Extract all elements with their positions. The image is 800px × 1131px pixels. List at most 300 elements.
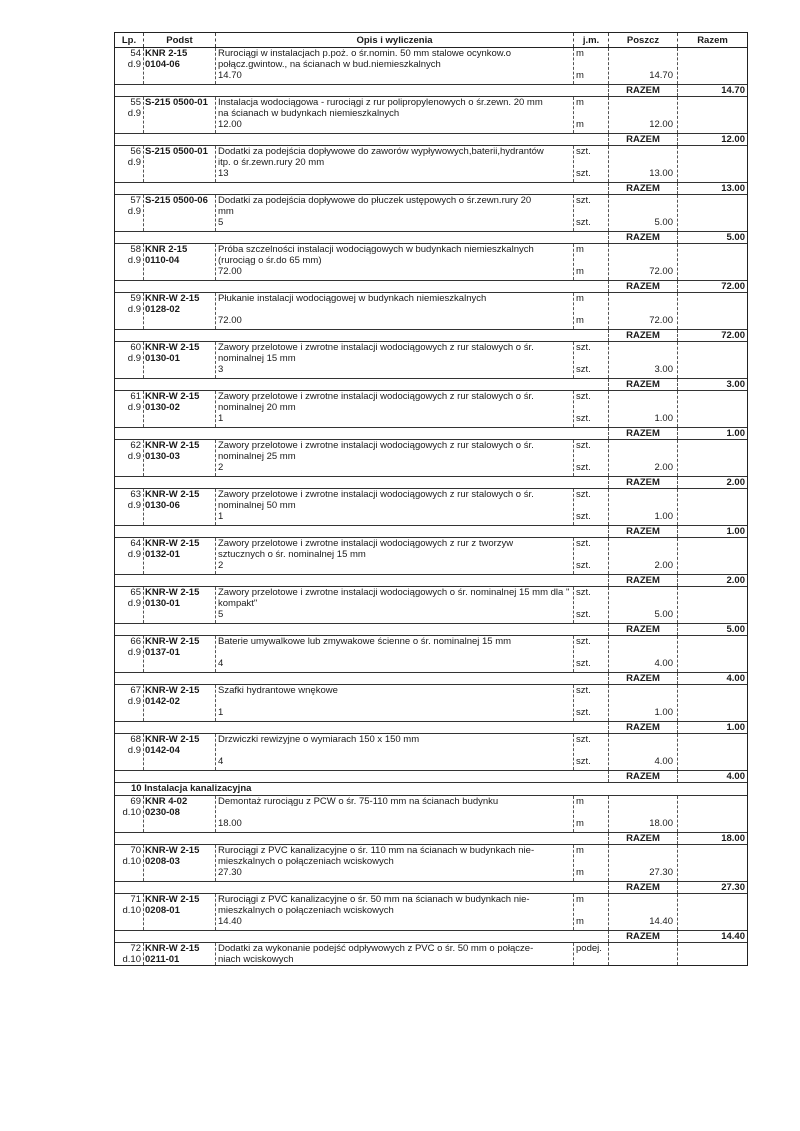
jm-unit-calc: szt. — [576, 462, 591, 473]
lp-dzial: d.10 — [122, 807, 141, 818]
razem-value: 1.00 — [726, 428, 745, 439]
lp-dzial: d.9 — [127, 549, 141, 560]
table-row — [115, 685, 747, 734]
razem-value: 72.00 — [721, 281, 745, 292]
opis-line-1: Płukanie instalacji wodociągowej w budynkach niemieszkalnych — [218, 293, 487, 304]
jm-unit-calc: szt. — [576, 168, 591, 179]
poszcz-cell — [609, 734, 678, 770]
opis-line-1: Rurociągi w instalacjach p.poż. o śr.nomin. 50 mm stalowe ocynkow.o — [218, 48, 512, 59]
podst-position: 0110-04 — [145, 255, 180, 266]
jm-unit-calc: m — [576, 867, 584, 878]
opis-cell — [216, 440, 574, 476]
podst-position: 0104-06 — [145, 59, 180, 70]
opis-line-2 — [218, 745, 573, 756]
table-row — [115, 587, 747, 636]
header-lp: Lp. — [115, 33, 144, 47]
table-row — [115, 146, 747, 195]
lp-number: 65 — [130, 587, 141, 598]
opis-calc: 72.00 — [218, 266, 242, 277]
jm-unit: m — [576, 293, 584, 304]
jm-cell — [574, 146, 609, 182]
razem-row — [115, 427, 747, 439]
jm-cell — [574, 489, 609, 525]
lp-cell — [115, 489, 144, 525]
poszcz-cell — [609, 943, 678, 965]
podst-cell — [144, 97, 216, 133]
lp-cell — [115, 293, 144, 329]
razem-label: RAZEM — [609, 722, 678, 733]
opis-calc: 4 — [218, 658, 224, 669]
podst-catalog: KNR-W 2-15 — [145, 489, 200, 500]
razem-cell — [678, 685, 747, 721]
jm-unit: szt. — [576, 195, 591, 206]
razem-label: RAZEM — [609, 575, 678, 586]
opis-calc: 27.30 — [218, 867, 242, 878]
opis-line-1: Demontaż rurociągu z PCW o śr. 75-110 mm na ścianach budynku — [218, 796, 499, 807]
podst-catalog: KNR-W 2-15 — [145, 391, 200, 402]
poszcz-cell — [609, 48, 678, 84]
jm-cell — [574, 391, 609, 427]
razem-cell — [678, 146, 747, 182]
opis-line-2: itp. o śr.zewn.rury 20 mm — [218, 157, 325, 168]
podst-cell — [144, 440, 216, 476]
razem-row — [115, 182, 747, 194]
razem-value: 3.00 — [726, 379, 745, 390]
opis-line-1: Rurociągi z PVC kanalizacyjne o śr. 50 mm na ścianach w budynkach nie- — [218, 894, 530, 905]
razem-value: 14.40 — [721, 931, 745, 942]
lp-dzial: d.9 — [127, 696, 141, 707]
podst-cell — [144, 538, 216, 574]
table-row — [115, 734, 747, 783]
poszcz-cell — [609, 195, 678, 231]
podst-position — [145, 108, 215, 119]
lp-cell — [115, 440, 144, 476]
podst-position: 0130-06 — [145, 500, 180, 511]
opis-line-1: Próba szczelności instalacji wodociągowych w budynkach niemieszkalnych — [218, 244, 534, 255]
podst-catalog: KNR-W 2-15 — [145, 894, 200, 905]
opis-line-2 — [218, 807, 573, 818]
lp-number: 54 — [130, 48, 141, 59]
lp-number: 69 — [130, 796, 141, 807]
podst-position — [145, 206, 215, 217]
jm-cell — [574, 943, 609, 965]
lp-cell — [115, 734, 144, 770]
razem-cell — [678, 391, 747, 427]
lp-cell — [115, 943, 144, 965]
poszcz-cell — [609, 587, 678, 623]
opis-line-2: niach wciskowych — [218, 954, 294, 965]
podst-cell — [144, 845, 216, 881]
opis-cell — [216, 391, 574, 427]
razem-cell — [678, 796, 747, 832]
lp-dzial: d.9 — [127, 255, 141, 266]
razem-label: RAZEM — [609, 183, 678, 194]
podst-position: 0142-04 — [145, 745, 180, 756]
poszcz-value: 4.00 — [654, 658, 673, 669]
header-razem: Razem — [697, 34, 728, 46]
jm-unit-calc: szt. — [576, 217, 591, 228]
opis-calc: 2 — [218, 560, 224, 571]
opis-line-2: nominalnej 15 mm — [218, 353, 296, 364]
poszcz-value: 14.70 — [649, 70, 673, 81]
lp-number: 64 — [130, 538, 141, 549]
poszcz-cell — [609, 489, 678, 525]
poszcz-cell — [609, 342, 678, 378]
jm-unit-calc: szt. — [576, 511, 591, 522]
poszcz-value: 72.00 — [649, 315, 673, 326]
razem-label: RAZEM — [609, 134, 678, 145]
poszcz-cell — [609, 636, 678, 672]
table-row — [115, 48, 747, 97]
opis-cell — [216, 894, 574, 930]
lp-cell — [115, 48, 144, 84]
opis-line-2: nominalnej 50 mm — [218, 500, 296, 511]
razem-label: RAZEM — [609, 526, 678, 537]
razem-value: 27.30 — [721, 882, 745, 893]
jm-cell — [574, 440, 609, 476]
opis-line-1: Zawory przelotowe i zwrotne instalacji wodociągowych z rur stalowych o śr. — [218, 440, 534, 451]
razem-label: RAZEM — [609, 882, 678, 893]
jm-unit-calc: m — [576, 818, 584, 829]
opis-line-2: (rurociąg o śr.do 65 mm) — [218, 255, 322, 266]
lp-number: 71 — [130, 894, 141, 905]
jm-unit: szt. — [576, 636, 591, 647]
header-podst: Podst — [144, 33, 216, 47]
podst-cell — [144, 293, 216, 329]
jm-unit: szt. — [576, 440, 591, 451]
razem-label: RAZEM — [609, 833, 678, 844]
razem-cell — [678, 440, 747, 476]
opis-calc: 14.40 — [218, 916, 242, 927]
opis-cell — [216, 489, 574, 525]
jm-unit: podej. — [576, 943, 602, 954]
podst-catalog: KNR-W 2-15 — [145, 845, 200, 856]
table-row — [115, 636, 747, 685]
jm-unit-calc: szt. — [576, 756, 591, 767]
jm-unit: m — [576, 97, 584, 108]
razem-cell — [678, 97, 747, 133]
opis-line-2: kompakt" — [218, 598, 258, 609]
jm-unit: szt. — [576, 391, 591, 402]
podst-position: 0208-01 — [145, 905, 180, 916]
podst-cell — [144, 685, 216, 721]
lp-cell — [115, 587, 144, 623]
razem-cell — [678, 845, 747, 881]
lp-number: 68 — [130, 734, 141, 745]
jm-cell — [574, 538, 609, 574]
razem-row — [115, 623, 747, 635]
razem-cell — [678, 943, 747, 965]
razem-row — [115, 329, 747, 341]
table-body — [115, 48, 747, 965]
razem-value: 13.00 — [721, 183, 745, 194]
jm-unit-calc: szt. — [576, 707, 591, 718]
opis-calc: 1 — [218, 413, 224, 424]
poszcz-cell — [609, 97, 678, 133]
opis-cell — [216, 48, 574, 84]
lp-cell — [115, 845, 144, 881]
opis-line-2: połącz.gwintow., na ścianach w bud.niemieszkalnych — [218, 59, 441, 70]
poszcz-cell — [609, 538, 678, 574]
podst-catalog: KNR-W 2-15 — [145, 538, 200, 549]
lp-dzial: d.9 — [127, 402, 141, 413]
jm-unit-calc: szt. — [576, 560, 591, 571]
lp-cell — [115, 636, 144, 672]
poszcz-value: 4.00 — [654, 756, 673, 767]
opis-calc: 1 — [218, 707, 224, 718]
razem-label: RAZEM — [609, 330, 678, 341]
podst-position: 0130-01 — [145, 598, 180, 609]
razem-cell — [678, 489, 747, 525]
opis-line-1: Zawory przelotowe i zwrotne instalacji wodociągowych z rur stalowych o śr. — [218, 489, 534, 500]
razem-row — [115, 721, 747, 733]
lp-dzial: d.10 — [122, 954, 141, 965]
poszcz-value: 72.00 — [649, 266, 673, 277]
poszcz-value: 3.00 — [654, 364, 673, 375]
podst-catalog: KNR 4-02 — [145, 796, 188, 807]
razem-value: 5.00 — [726, 232, 745, 243]
jm-unit-calc: m — [576, 70, 584, 81]
poszcz-cell — [609, 244, 678, 280]
jm-cell — [574, 244, 609, 280]
razem-label: RAZEM — [609, 281, 678, 292]
razem-row — [115, 378, 747, 390]
razem-value: 1.00 — [726, 526, 745, 537]
jm-unit: szt. — [576, 734, 591, 745]
opis-line-1: Zawory przelotowe i zwrotne instalacji wodociągowych z rur stalowych o śr. — [218, 342, 534, 353]
podst-position — [145, 157, 215, 168]
header-poszcz: Poszcz — [609, 33, 678, 47]
razem-row — [115, 574, 747, 586]
jm-unit: m — [576, 48, 584, 59]
jm-unit: m — [576, 796, 584, 807]
razem-cell — [678, 538, 747, 574]
poszcz-value: 2.00 — [654, 462, 673, 473]
poszcz-cell — [609, 391, 678, 427]
razem-row — [115, 525, 747, 537]
lp-number: 72 — [130, 943, 141, 954]
lp-number: 70 — [130, 845, 141, 856]
razem-label: RAZEM — [609, 379, 678, 390]
opis-line-2: mm — [218, 206, 234, 217]
table-header — [115, 32, 747, 48]
podst-cell — [144, 489, 216, 525]
podst-position: 0130-01 — [145, 353, 180, 364]
podst-position: 0211-01 — [145, 954, 180, 965]
razem-row — [115, 84, 747, 96]
razem-row — [115, 881, 747, 893]
opis-calc: 4 — [218, 756, 224, 767]
razem-value: 72.00 — [721, 330, 745, 341]
razem-cell — [678, 587, 747, 623]
razem-label: RAZEM — [609, 232, 678, 243]
table-row — [115, 796, 747, 845]
poszcz-cell — [609, 685, 678, 721]
opis-line-1: Baterie umywalkowe lub zmywakowe ścienne o śr. nominalnej 15 mm — [218, 636, 512, 647]
opis-line-2 — [218, 304, 573, 315]
opis-calc: 2 — [218, 462, 224, 473]
opis-line-1: Dodatki za podejścia dopływowe do zaworów wypływowych,baterii,hydrantów — [218, 146, 544, 157]
table-row — [115, 97, 747, 146]
lp-number: 66 — [130, 636, 141, 647]
lp-number: 67 — [130, 685, 141, 696]
podst-position: 0130-02 — [145, 402, 180, 413]
razem-cell — [678, 894, 747, 930]
opis-line-2 — [218, 696, 573, 707]
poszcz-value: 1.00 — [654, 413, 673, 424]
lp-cell — [115, 894, 144, 930]
lp-number: 61 — [130, 391, 141, 402]
podst-cell — [144, 195, 216, 231]
poszcz-value: 13.00 — [649, 168, 673, 179]
podst-catalog: S-215 0500-01 — [145, 146, 208, 157]
lp-dzial: d.9 — [127, 451, 141, 462]
jm-cell — [574, 97, 609, 133]
section-heading: 10 Instalacja kanalizacyjna — [115, 783, 747, 796]
lp-cell — [115, 195, 144, 231]
razem-value: 5.00 — [726, 624, 745, 635]
razem-row — [115, 280, 747, 292]
opis-calc: 72.00 — [218, 315, 242, 326]
poszcz-value: 1.00 — [654, 707, 673, 718]
razem-row — [115, 832, 747, 844]
lp-number: 59 — [130, 293, 141, 304]
jm-cell — [574, 48, 609, 84]
jm-cell — [574, 894, 609, 930]
lp-cell — [115, 342, 144, 378]
podst-cell — [144, 796, 216, 832]
poszcz-value: 5.00 — [654, 217, 673, 228]
lp-cell — [115, 97, 144, 133]
podst-catalog: KNR-W 2-15 — [145, 293, 200, 304]
jm-unit: szt. — [576, 489, 591, 500]
opis-cell — [216, 146, 574, 182]
podst-catalog: S-215 0500-01 — [145, 97, 208, 108]
poszcz-value: 14.40 — [649, 916, 673, 927]
opis-cell — [216, 845, 574, 881]
opis-line-2: nominalnej 25 mm — [218, 451, 296, 462]
razem-row — [115, 133, 747, 145]
podst-catalog: KNR-W 2-15 — [145, 587, 200, 598]
jm-unit: szt. — [576, 146, 591, 157]
lp-dzial: d.9 — [127, 598, 141, 609]
poszcz-cell — [609, 845, 678, 881]
razem-label: RAZEM — [609, 428, 678, 439]
lp-cell — [115, 244, 144, 280]
razem-row — [115, 476, 747, 488]
razem-cell — [678, 195, 747, 231]
lp-dzial: d.9 — [127, 500, 141, 511]
lp-cell — [115, 391, 144, 427]
opis-cell — [216, 244, 574, 280]
table-row — [115, 845, 747, 894]
jm-unit-calc: m — [576, 119, 584, 130]
razem-value: 2.00 — [726, 477, 745, 488]
podst-catalog: KNR-W 2-15 — [145, 685, 200, 696]
poszcz-value: 5.00 — [654, 609, 673, 620]
poszcz-value: 2.00 — [654, 560, 673, 571]
opis-cell — [216, 734, 574, 770]
podst-catalog: KNR-W 2-15 — [145, 734, 200, 745]
lp-number: 62 — [130, 440, 141, 451]
opis-line-1: Zawory przelotowe i zwrotne instalacji wodociągowych o śr. nominalnej 15 mm dla " — [218, 587, 570, 598]
opis-line-1: Drzwiczki rewizyjne o wymiarach 150 x 150 mm — [218, 734, 420, 745]
kosztorys-table — [114, 32, 748, 966]
razem-value: 12.00 — [721, 134, 745, 145]
opis-calc: 1 — [218, 511, 224, 522]
jm-unit-calc: szt. — [576, 413, 591, 424]
lp-dzial: d.9 — [127, 157, 141, 168]
table-row — [115, 342, 747, 391]
razem-value: 4.00 — [726, 771, 745, 782]
opis-line-1: Dodatki za podejścia dopływowe do płuczek ustępowych o śr.zewn.rury 20 — [218, 195, 532, 206]
podst-catalog: KNR 2-15 — [145, 244, 188, 255]
table-row — [115, 244, 747, 293]
table-row — [115, 440, 747, 489]
razem-row — [115, 770, 747, 782]
razem-value: 1.00 — [726, 722, 745, 733]
header-opis: Opis i wyliczenia — [216, 33, 574, 47]
opis-calc: 18.00 — [218, 818, 242, 829]
podst-cell — [144, 391, 216, 427]
razem-row — [115, 930, 747, 942]
opis-cell — [216, 97, 574, 133]
opis-cell — [216, 538, 574, 574]
poszcz-cell — [609, 796, 678, 832]
table-row — [115, 943, 747, 965]
razem-cell — [678, 244, 747, 280]
opis-cell — [216, 796, 574, 832]
lp-cell — [115, 538, 144, 574]
table-row — [115, 293, 747, 342]
lp-dzial: d.9 — [127, 304, 141, 315]
podst-cell — [144, 943, 216, 965]
jm-cell — [574, 587, 609, 623]
razem-label: RAZEM — [609, 931, 678, 942]
podst-catalog: KNR-W 2-15 — [145, 440, 200, 451]
jm-unit-calc: szt. — [576, 609, 591, 620]
podst-position: 0142-02 — [145, 696, 180, 707]
lp-number: 60 — [130, 342, 141, 353]
opis-line-2: nominalnej 20 mm — [218, 402, 296, 413]
table-row — [115, 195, 747, 244]
jm-cell — [574, 293, 609, 329]
opis-calc: 13 — [218, 168, 229, 179]
lp-dzial: d.9 — [127, 206, 141, 217]
podst-cell — [144, 342, 216, 378]
jm-cell — [574, 685, 609, 721]
lp-dzial: d.9 — [127, 647, 141, 658]
opis-line-1: Szafki hydrantowe wnękowe — [218, 685, 338, 696]
razem-row — [115, 672, 747, 684]
poszcz-value: 18.00 — [649, 818, 673, 829]
jm-unit: szt. — [576, 587, 591, 598]
opis-line-2: na ścianach w budynkach niemieszkalnych — [218, 108, 400, 119]
lp-dzial: d.10 — [122, 905, 141, 916]
opis-cell — [216, 587, 574, 623]
opis-calc: 5 — [218, 217, 224, 228]
lp-cell — [115, 685, 144, 721]
podst-catalog: KNR-W 2-15 — [145, 342, 200, 353]
opis-line-2: mieszkalnych o połączeniach wciskowych — [218, 856, 394, 867]
podst-cell — [144, 587, 216, 623]
jm-unit: szt. — [576, 685, 591, 696]
opis-calc: 5 — [218, 609, 224, 620]
jm-cell — [574, 636, 609, 672]
opis-calc: 12.00 — [218, 119, 242, 130]
podst-position: 0137-01 — [145, 647, 180, 658]
podst-position: 0230-08 — [145, 807, 180, 818]
